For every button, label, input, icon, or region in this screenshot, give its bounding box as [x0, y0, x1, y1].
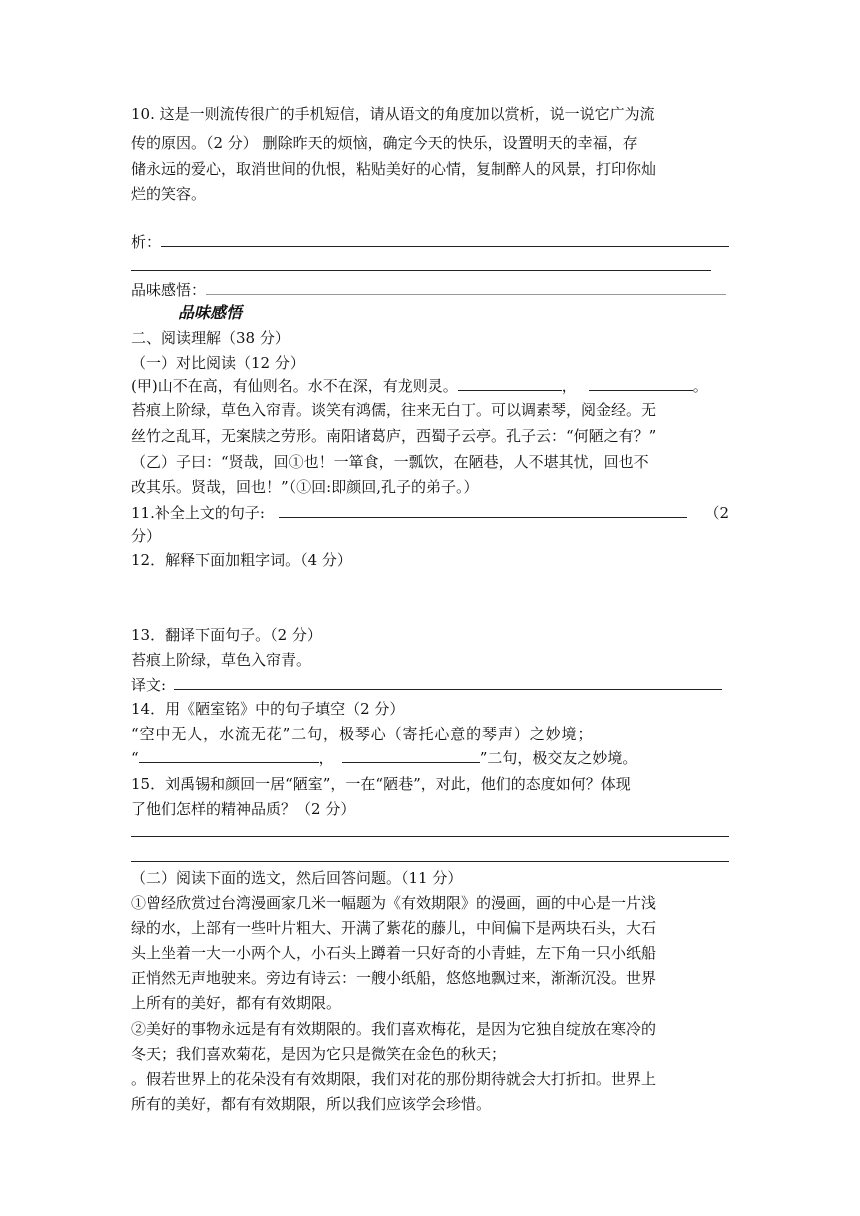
q10-line-1: 10. 这是一则流传很广的手机短信，请从语文的角度加以赏析，说一说它广为流 — [131, 105, 655, 123]
q10-line-4: 烂的笑容。 — [131, 185, 207, 203]
q15-line-1: 15．刘禹锡和颜回一居“陋室”，一在“陋巷”，对此，他们的态度如何？体现 — [131, 775, 631, 793]
q14-blank-2[interactable] — [342, 747, 480, 763]
q14-tail: ”二句，极交友之妙境。 — [479, 749, 638, 767]
q13-sentence: 苔痕上阶绿，草色入帘青。 — [131, 651, 312, 669]
jia-comma: ， — [561, 377, 577, 395]
q15-answer-line-1[interactable] — [131, 836, 729, 837]
q14-line-1: “空中无人，水流无花”二句，极琴心（寄托心意的琴声）之妙境； — [131, 725, 594, 743]
q11-label: 11.补全上文的句子: — [131, 504, 265, 522]
jia-line-1 — [131, 374, 729, 399]
p1-line-5: 上所有的美好，都有有效期限。 — [131, 994, 342, 1012]
q13-answer-row — [131, 673, 729, 698]
p2-line-4: 所有的美好，都有有效期限，所以我们应该学会珍惜。 — [131, 1095, 492, 1113]
q11-score: （2 — [704, 504, 729, 522]
q15-line-2: 了他们怎样的精神品质？（2 分） — [131, 800, 356, 818]
q14-blank-1[interactable] — [139, 747, 319, 763]
p1-line-1: ①曾经欣赏过台湾漫画家几米一幅题为《有效期限》的漫画，画的中心是一片浅 — [131, 894, 657, 912]
p1-line-3: 头上坐着一大一小两个人，小石头上蹲着一只好奇的小青蛙，左下角一只小纸船 — [131, 944, 657, 962]
appreciation-label: 析： — [131, 233, 162, 251]
q11-score-wrap: 分） — [131, 527, 162, 545]
q14-title: 14．用《陋室铭》中的句子填空（2 分） — [131, 700, 405, 718]
jia-line-2: 苔痕上阶绿，草色入帘青。谈笑有鸿儒，往来无白丁。可以调素琴，阅金经。无 — [131, 401, 657, 419]
q11-answer-line[interactable] — [279, 502, 687, 518]
jia-blank-2[interactable] — [589, 375, 693, 391]
yi-line-1: （乙）子曰：“贤哉，回①也！一箪食，一瓢饮，在陋巷，人不堪其忧，回也不 — [131, 453, 649, 471]
jia-end: 。 — [692, 377, 708, 395]
feeling-label: 品味感悟： — [131, 281, 207, 299]
p2-line-1: ②美好的事物永远是有有效期限的。我们喜欢梅花，是因为它独自绽放在寒冷的 — [131, 1020, 657, 1038]
yi-line-2: 改其乐。贤哉，回也！”（①回:即颜回,孔子的弟子。） — [131, 478, 479, 496]
q14-comma: ， — [318, 749, 334, 767]
p1-line-4: 正悄然无声地驶来。旁边有诗云：一艘小纸船，悠悠地飘过来，渐渐沉没。世界 — [131, 969, 657, 987]
answer-line-extra[interactable] — [131, 270, 711, 271]
q12-title: 12．解释下面加粗字词。（4 分） — [131, 551, 352, 569]
q11-row — [131, 501, 729, 526]
q10-line-2: 传的原因。（2 分） 删除昨天的烦恼，确定今天的快乐，设置明天的幸福，存 — [131, 134, 638, 152]
q10-line-3: 储永远的爱心，取消世间的仇恨，粘贴美好的心情，复制醉人的风景，打印你灿 — [131, 160, 657, 178]
appreciation-answer-line[interactable] — [161, 231, 729, 247]
q13-title: 13．翻译下面句子。（2 分） — [131, 626, 322, 644]
p1-line-2: 绿的水，上部有一些叶片粗大、开满了紫花的藤儿，中间偏下是两块石头，大石 — [131, 919, 657, 937]
p2-line-2: 冬天；我们喜欢菊花，是因为它只是微笑在金色的秋天； — [131, 1045, 507, 1063]
appreciation-answer-row — [131, 230, 729, 255]
jia-text-1: (甲)山不在高，有仙则名。水不在深，有龙则灵。 — [131, 377, 458, 395]
feeling-answer-line[interactable] — [206, 279, 726, 295]
part2-title: 二、阅读理解（38 分） — [131, 329, 290, 347]
sub1-title: （一）对比阅读（12 分） — [131, 354, 305, 372]
q13-answer-line[interactable] — [174, 674, 722, 690]
q13-answer-label: 译文: — [131, 676, 167, 694]
q14-line-2 — [131, 746, 729, 771]
jia-blank-1[interactable] — [458, 375, 562, 391]
q14-open-quote: “ — [131, 749, 139, 767]
jia-line-3: 丝竹之乱耳，无案牍之劳形。南阳诸葛庐，西蜀子云亭。孔子云：“何陋之有？” — [131, 427, 657, 445]
p2-line-3: 。假若世界上的花朵没有有效期限，我们对花的那份期待就会大打折扣。世界上 — [131, 1070, 657, 1088]
q15-answer-line-2[interactable] — [131, 861, 729, 862]
section-heading: 品味感悟 — [178, 303, 243, 322]
sub2-title: （二）阅读下面的选文，然后回答问题。（11 分） — [131, 869, 463, 887]
